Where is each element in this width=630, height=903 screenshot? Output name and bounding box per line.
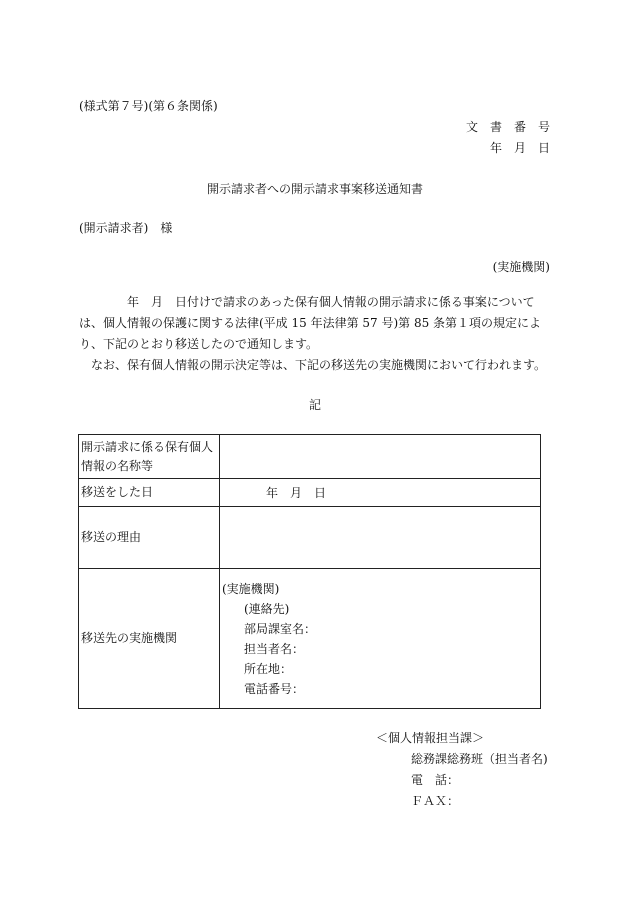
label-requested-info: 開示請求に係る保有個人情報の名称等 bbox=[79, 435, 220, 479]
transfer-date-placeholder: 年 月 日 bbox=[266, 486, 327, 500]
notice-paragraph-2: なお、保有個人情報の開示決定等は、下記の移送先の実施機関において行われます。 bbox=[91, 358, 547, 372]
dest-agency: (実施機関) bbox=[222, 581, 280, 596]
addressee: (開示請求者) 様 bbox=[79, 221, 173, 235]
footer-fax: ＦＡＸ： bbox=[411, 794, 460, 808]
table-row bbox=[79, 569, 541, 709]
ki-marker: 記 bbox=[308, 398, 321, 412]
label-transfer-reason: 移送の理由 bbox=[79, 507, 220, 569]
footer-tel: 電 話： bbox=[411, 773, 460, 787]
value-destination-agency bbox=[220, 569, 541, 709]
page-title: 開示請求者への開示請求事案移送通知書 bbox=[206, 182, 423, 196]
notice-body bbox=[79, 292, 553, 376]
footer-section: ＜個人情報担当課＞ bbox=[376, 731, 485, 745]
notice-paragraph-1: 年 月 日付けで請求のあった保有個人情報の開示請求に係る事案については、個人情報の保護に関する法律(平成 15 年法律第 57 号)第 85 条第１項の規定により、下記のとおり移送したので通知します。 bbox=[79, 295, 542, 351]
transfer-detail-table bbox=[78, 434, 541, 709]
sender-agency: (実施機関) bbox=[492, 260, 550, 274]
label-transfer-date: 移送をした日 bbox=[79, 479, 220, 507]
value-requested-info bbox=[220, 435, 541, 479]
dest-phone: 電話番号： bbox=[244, 681, 305, 696]
label-destination-agency: 移送先の実施機関 bbox=[79, 569, 220, 709]
footer-team: 総務課総務班（担当者名) bbox=[411, 752, 548, 766]
dest-dept: 部局課室名： bbox=[244, 621, 317, 636]
document-date: 年 月 日 bbox=[489, 141, 550, 155]
form-number: (様式第７号)(第６条関係) bbox=[79, 99, 218, 113]
table-row bbox=[79, 479, 541, 507]
value-transfer-date bbox=[220, 479, 541, 507]
document-number: 文 書 番 号 bbox=[465, 120, 550, 134]
dest-person: 担当者名： bbox=[244, 641, 305, 656]
table-row bbox=[79, 435, 541, 479]
value-transfer-reason bbox=[220, 507, 541, 569]
dest-address: 所在地： bbox=[244, 661, 293, 676]
dest-contact: (連絡先) bbox=[244, 601, 290, 616]
table-row bbox=[79, 507, 541, 569]
